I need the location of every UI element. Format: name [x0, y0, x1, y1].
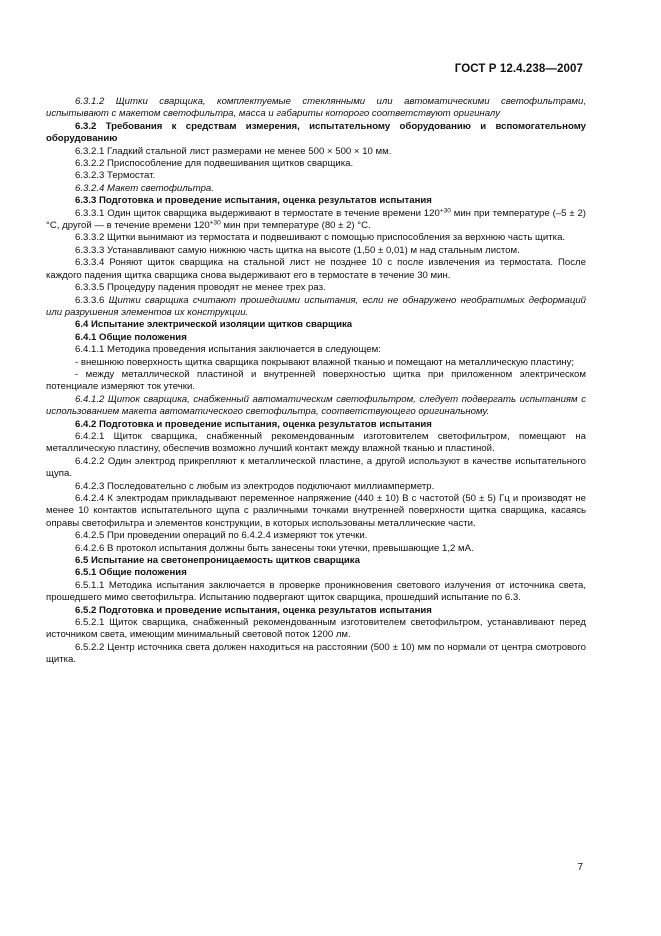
clause-6-3-2-3: 6.3.2.3 Термостат. [75, 170, 156, 182]
clause-6-3-3-6 [46, 295, 586, 320]
clause-6-3-3-1 [46, 208, 586, 233]
clause-6-3-2-1: 6.3.2.1 Гладкий стальной лист размерами не менее 500 × 500 × 10 мм. [75, 145, 392, 157]
clause-6-3-2-2: 6.3.2.2 Приспособление для подвешивания щитков сварщика. [75, 158, 354, 170]
clause-6-5-2-1: 6.5.2.1 Щиток сварщика, снабженный рекомендованным изготовителем светофильтром, устанавливают перед источником света, имеющим минимальный световой поток 1200 лм. [46, 617, 586, 641]
clause-6-3-1-2: 6.3.1.2 Щитки сварщика, комплектуемые стеклянными или автоматическими светофильтрами, испытывают с макетом светофильтра, масса и габариты которого соответствуют оригиналу [46, 96, 586, 120]
heading-6-5-1: 6.5.1 Общие положения [75, 567, 187, 579]
clause-6-3-3-4: 6.3.3.4 Роняют щиток сварщика на стальной лист не позднее 10 с после извлечения из термостата. После каждого падения щитка сварщика снова выдерживают его в термостате в течение 30 мин. [46, 257, 586, 281]
heading-6-3-2: 6.3.2 Требования к средствам измерения, испытательному оборудованию и вспомогательному оборудованию [46, 120, 586, 145]
heading-6-4-1: 6.4.1 Общие положения [75, 331, 187, 343]
document-header: ГОСТ Р 12.4.238—2007 [454, 63, 583, 75]
clause-6-3-2-4: 6.3.2.4 Макет светофильтра. [75, 182, 214, 194]
clause-6-4-2-2: 6.4.2.2 Один электрод прикрепляют к металлической пластине, а другой используют в качестве испытательного щупа. [46, 455, 586, 480]
clause-6-3-3-2: 6.3.3.2 Щитки вынимают из термостата и подвешивают с помощью приспособления за верхнюю часть щитка. [75, 232, 566, 244]
clause-6-3-3-6-number: 6.3.3.6 [75, 294, 109, 306]
clause-6-3-3-1-part-a: 6.3.3.1 Один щиток сварщика выдерживают в термостате в течение времени 120 [75, 207, 440, 219]
clause-6-4-2-1: 6.4.2.1 Щиток сварщика, снабженный рекомендованным изготовителем светофильтром, помещают на металлическую пластину, обеспечив возможно лучший контакт между влажной тканью и пластиной. [46, 430, 586, 455]
clause-6-4-1-1-item-b: - между металлической пластиной и внутренней поверхностью щитка при приложенном электрическом потенциале измеряют ток утечки. [46, 368, 586, 393]
clause-6-3-3-1-part-b: мин при температуре (–5 ± 2) °С, другой — в течение времени 120 [46, 207, 586, 232]
clause-6-3-3-5: 6.3.3.5 Процедуру падения проводят не менее трех раз. [75, 282, 326, 294]
clause-6-3-3-6-text: Щитки сварщика считают прошедшими испытания, если не обнаружено необратимых деформаций или разрушения элементов их конструкции. [46, 294, 586, 318]
time-tolerance-1: +30 [439, 207, 451, 215]
clause-6-4-2-3: 6.4.2.3 Последовательно с любым из электродов подключают миллиамперметр. [75, 480, 435, 492]
heading-6-4: 6.4 Испытание электрической изоляции щитков сварщика [75, 319, 353, 331]
clause-6-3-3-1-part-c: мин при температуре (80 ± 2) °С. [220, 220, 371, 232]
clause-6-4-1-2: 6.4.1.2 Щиток сварщика, снабженный автоматическим светофильтром, следует подвергать испытаниям с использованием макета автоматического светофильтра, соответствующего оригинальному. [46, 393, 586, 418]
heading-6-5-2: 6.5.2 Подготовка и проведение испытания, оценка результатов испытания [75, 604, 432, 616]
heading-6-3-3: 6.3.3 Подготовка и проведение испытания, оценка результатов испытания [75, 195, 432, 207]
page-number: 7 [577, 862, 583, 873]
heading-6-5: 6.5 Испытание на светонепроницаемость щитков сварщика [75, 555, 360, 567]
clause-6-4-2-5: 6.4.2.5 При проведении операций по 6.4.2.4 измеряют ток утечки. [75, 530, 368, 542]
clause-6-5-2-2: 6.5.2.2 Центр источника света должен находиться на расстоянии (500 ± 10) мм по нормали от центра смотрового щитка. [46, 641, 586, 666]
clause-6-4-1-1: 6.4.1.1 Методика проведения испытания заключается в следующем: [75, 344, 381, 356]
clause-6-4-2-6: 6.4.2.6 В протокол испытания должны быть занесены токи утечки, превышающие 1,2 мА. [75, 542, 474, 554]
clause-6-3-3-3: 6.3.3.3 Устанавливают самую нижнюю часть щитка на высоте (1,50 ± 0,01) м над стальным листом. [75, 244, 520, 256]
clause-6-4-1-1-item-a: - внешнюю поверхность щитка сварщика покрывают влажной тканью и помещают на металлическую пластину; [75, 356, 575, 368]
time-tolerance-2: +30 [209, 219, 221, 227]
document-body [46, 96, 586, 667]
heading-6-4-2: 6.4.2 Подготовка и проведение испытания, оценка результатов испытания [75, 418, 432, 430]
clause-6-4-2-4: 6.4.2.4 К электродам прикладывают переменное напряжение (440 ± 10) В с частотой (50 ± 5) Гц и производят не менее 10 контактов испытательного щупа с различными точками внутренней поверхности щитка сварщика, касаясь оправы светофильтра и элементов конструкции, в которых использованы металлические части. [46, 493, 586, 529]
clause-6-5-1-1: 6.5.1.1 Методика испытания заключается в проверке проникновения светового излучения от источника света, прошедшего мимо светофильтра. Испытанию подвергают щиток сварщика, прошедший испытание по 6.3. [46, 579, 586, 604]
